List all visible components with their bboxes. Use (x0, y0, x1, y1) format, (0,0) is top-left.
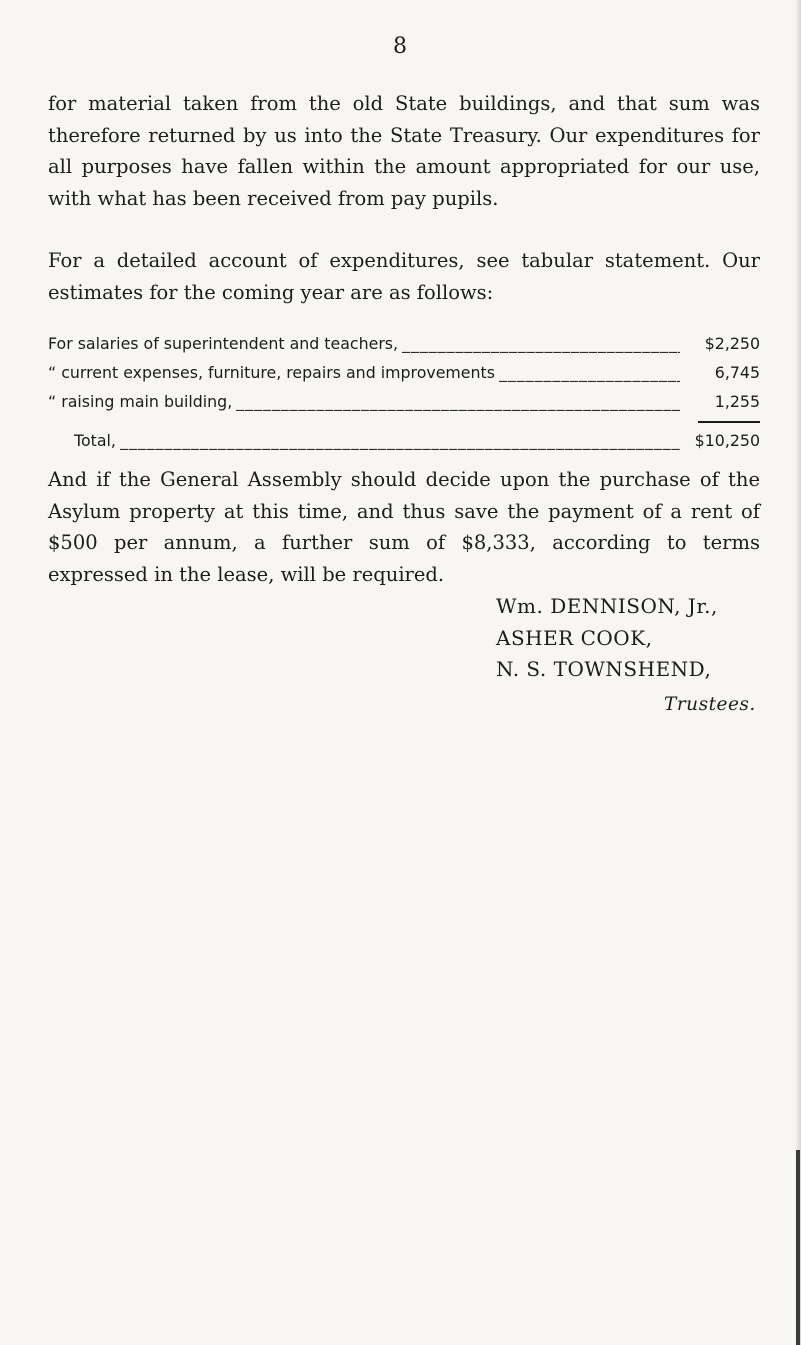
page-edge (795, 0, 801, 1345)
total-label: Total, (74, 431, 116, 450)
signer-name: Wm. DENNISON, Jr., (496, 594, 718, 618)
signature-block (496, 591, 756, 720)
signer-name: N. S. TOWNSHEND, (496, 657, 712, 681)
total-amount: $10,250 (694, 431, 760, 450)
estimate-total-row (74, 431, 760, 460)
estimate-amount: 6,745 (714, 363, 760, 382)
leader-dots (499, 363, 680, 382)
body-text (48, 88, 760, 308)
estimate-label: “ raising main building, (48, 392, 233, 411)
estimate-row (48, 363, 760, 392)
paragraph-estimates-intro: For a detailed account of expenditures, see tabular statement. Our estimates for the coming year are as follows: (48, 249, 760, 304)
estimate-label: “ current expenses, furniture, repairs and improvements (48, 363, 495, 382)
page-number: 8 (393, 34, 408, 59)
estimate-amount: 1,255 (714, 392, 760, 411)
sum-rule (698, 421, 760, 423)
paragraph-asylum-property: And if the General Assembly should decide upon the purchase of the Asylum property at this time, and thus save the payment of a rent of $500 per annum, a further sum of $8,333, according to terms expressed in the lease, will be required. (48, 468, 760, 586)
leader-dots (402, 334, 680, 353)
estimate-label: For salaries of superintendent and teachers, (48, 334, 399, 353)
estimate-row (48, 334, 760, 363)
binding-shadow (796, 1150, 800, 1345)
estimate-row (48, 392, 760, 421)
estimates-table (48, 334, 760, 450)
leader-dots (236, 392, 680, 411)
signer-name: ASHER COOK, (496, 625, 653, 650)
estimate-amount: $2,250 (704, 334, 760, 353)
signer-title: Trustees. (664, 693, 756, 715)
paragraph-expenditures: for material taken from the old State buildings, and that sum was therefore returned by us into the State Treasury. Our expenditures for all purposes have fallen within the amount appropriated for our use, with what has been received from pay pupils. (48, 92, 760, 210)
leader-dots (120, 431, 680, 450)
